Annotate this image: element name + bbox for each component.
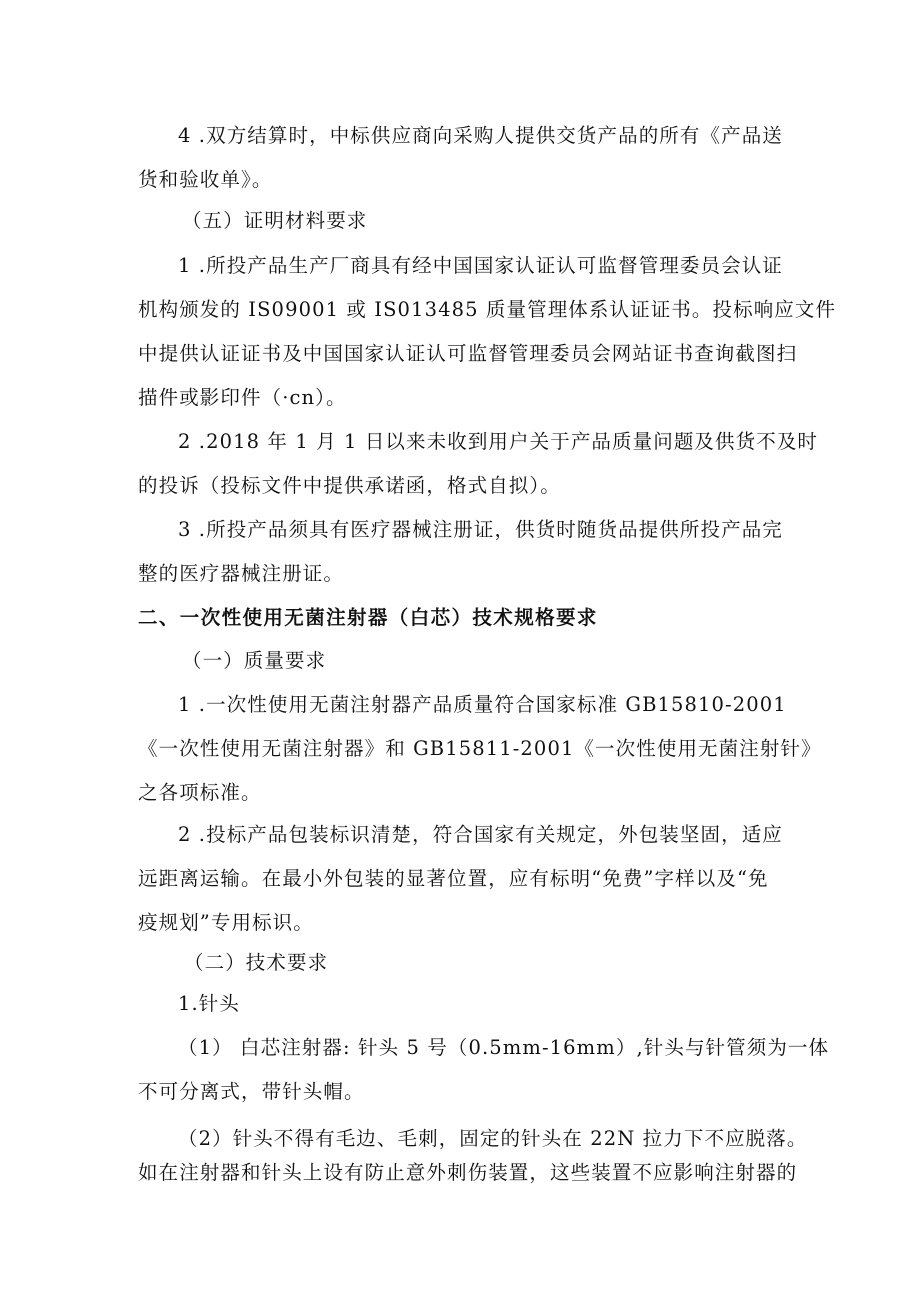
text-line: 1 .所投产品生产厂商具有经中国国家认证认可监督管理委员会认证 [178,254,783,277]
text-line: 3 .所投产品须具有医疗器械注册证，供货时随货品提供所投产品完 [178,518,783,541]
subheading-quality: （一）质量要求 [182,649,327,672]
item-needle: 1.针头 [178,992,241,1015]
text-line: 之各项标准。 [138,781,262,804]
text-line: 整的医疗器械注册证。 [138,562,345,585]
text-line: 远距离运输。在最小外包装的显著位置，应有标明“免费”字样以及“免 [138,867,769,890]
text-line: （1） 白芯注射器: 针头 5 号（0.5mm-16mm）,针头与针管须为一体 [178,1036,830,1059]
paragraph-needle-size [138,1026,830,1114]
text-line: 《一次性使用无菌注射器》和 GB15811-2001《一次性使用无菌注射针》 [138,737,822,760]
paragraph-national-standard [138,683,822,815]
paragraph-registration [138,508,788,596]
text-line: 4 .双方结算时，中标供应商向采购人提供交货产品的所有《产品送 [178,124,783,147]
subheading-technical: （二）技术要求 [184,951,329,974]
paragraph-no-complaints [138,420,819,508]
text-line: 不可分离式，带针头帽。 [138,1080,365,1103]
text-line: 机构颁发的 IS09001 或 IS013485 质量管理体系认证证书。投标响应文件 [138,298,837,321]
text-line: 的投诉（投标文件中提供承诺函，格式自拟）。 [138,474,561,497]
paragraph-packaging [138,813,788,945]
section-heading-syringe-specs: 二、一次性使用无菌注射器（白芯）技术规格要求 [138,606,598,629]
text-line: 货和验收单》。 [138,168,273,191]
text-line: 2 .投标产品包装标识清楚，符合国家有关规定，外包装坚固，适应 [178,823,783,846]
text-line: 1 .一次性使用无菌注射器产品质量符合国家标准 GB15810-2001 [178,693,787,716]
paragraph-iso-cert [138,244,837,420]
paragraph-settlement [138,114,788,202]
subheading-certificates: （五）证明材料要求 [182,209,368,232]
text-line: （2）针头不得有毛边、毛刺，固定的针头在 22N 拉力下不应脱落。 [178,1127,808,1150]
text-line: 描件或影印件（·cn）。 [138,386,347,409]
paragraph-needle-quality [138,1122,808,1190]
text-line: 疫规划”专用标识。 [138,911,314,934]
text-line: 2 .2018 年 1 月 1 日以来未收到用户关于产品质量问题及供货不及时 [178,430,819,453]
text-line: 中提供认证证书及中国国家认证认可监督管理委员会网站证书查询截图扫 [138,342,798,365]
text-line: 如在注射器和针头上设有防止意外刺伤装置，这些装置不应影响注射器的 [138,1161,798,1184]
